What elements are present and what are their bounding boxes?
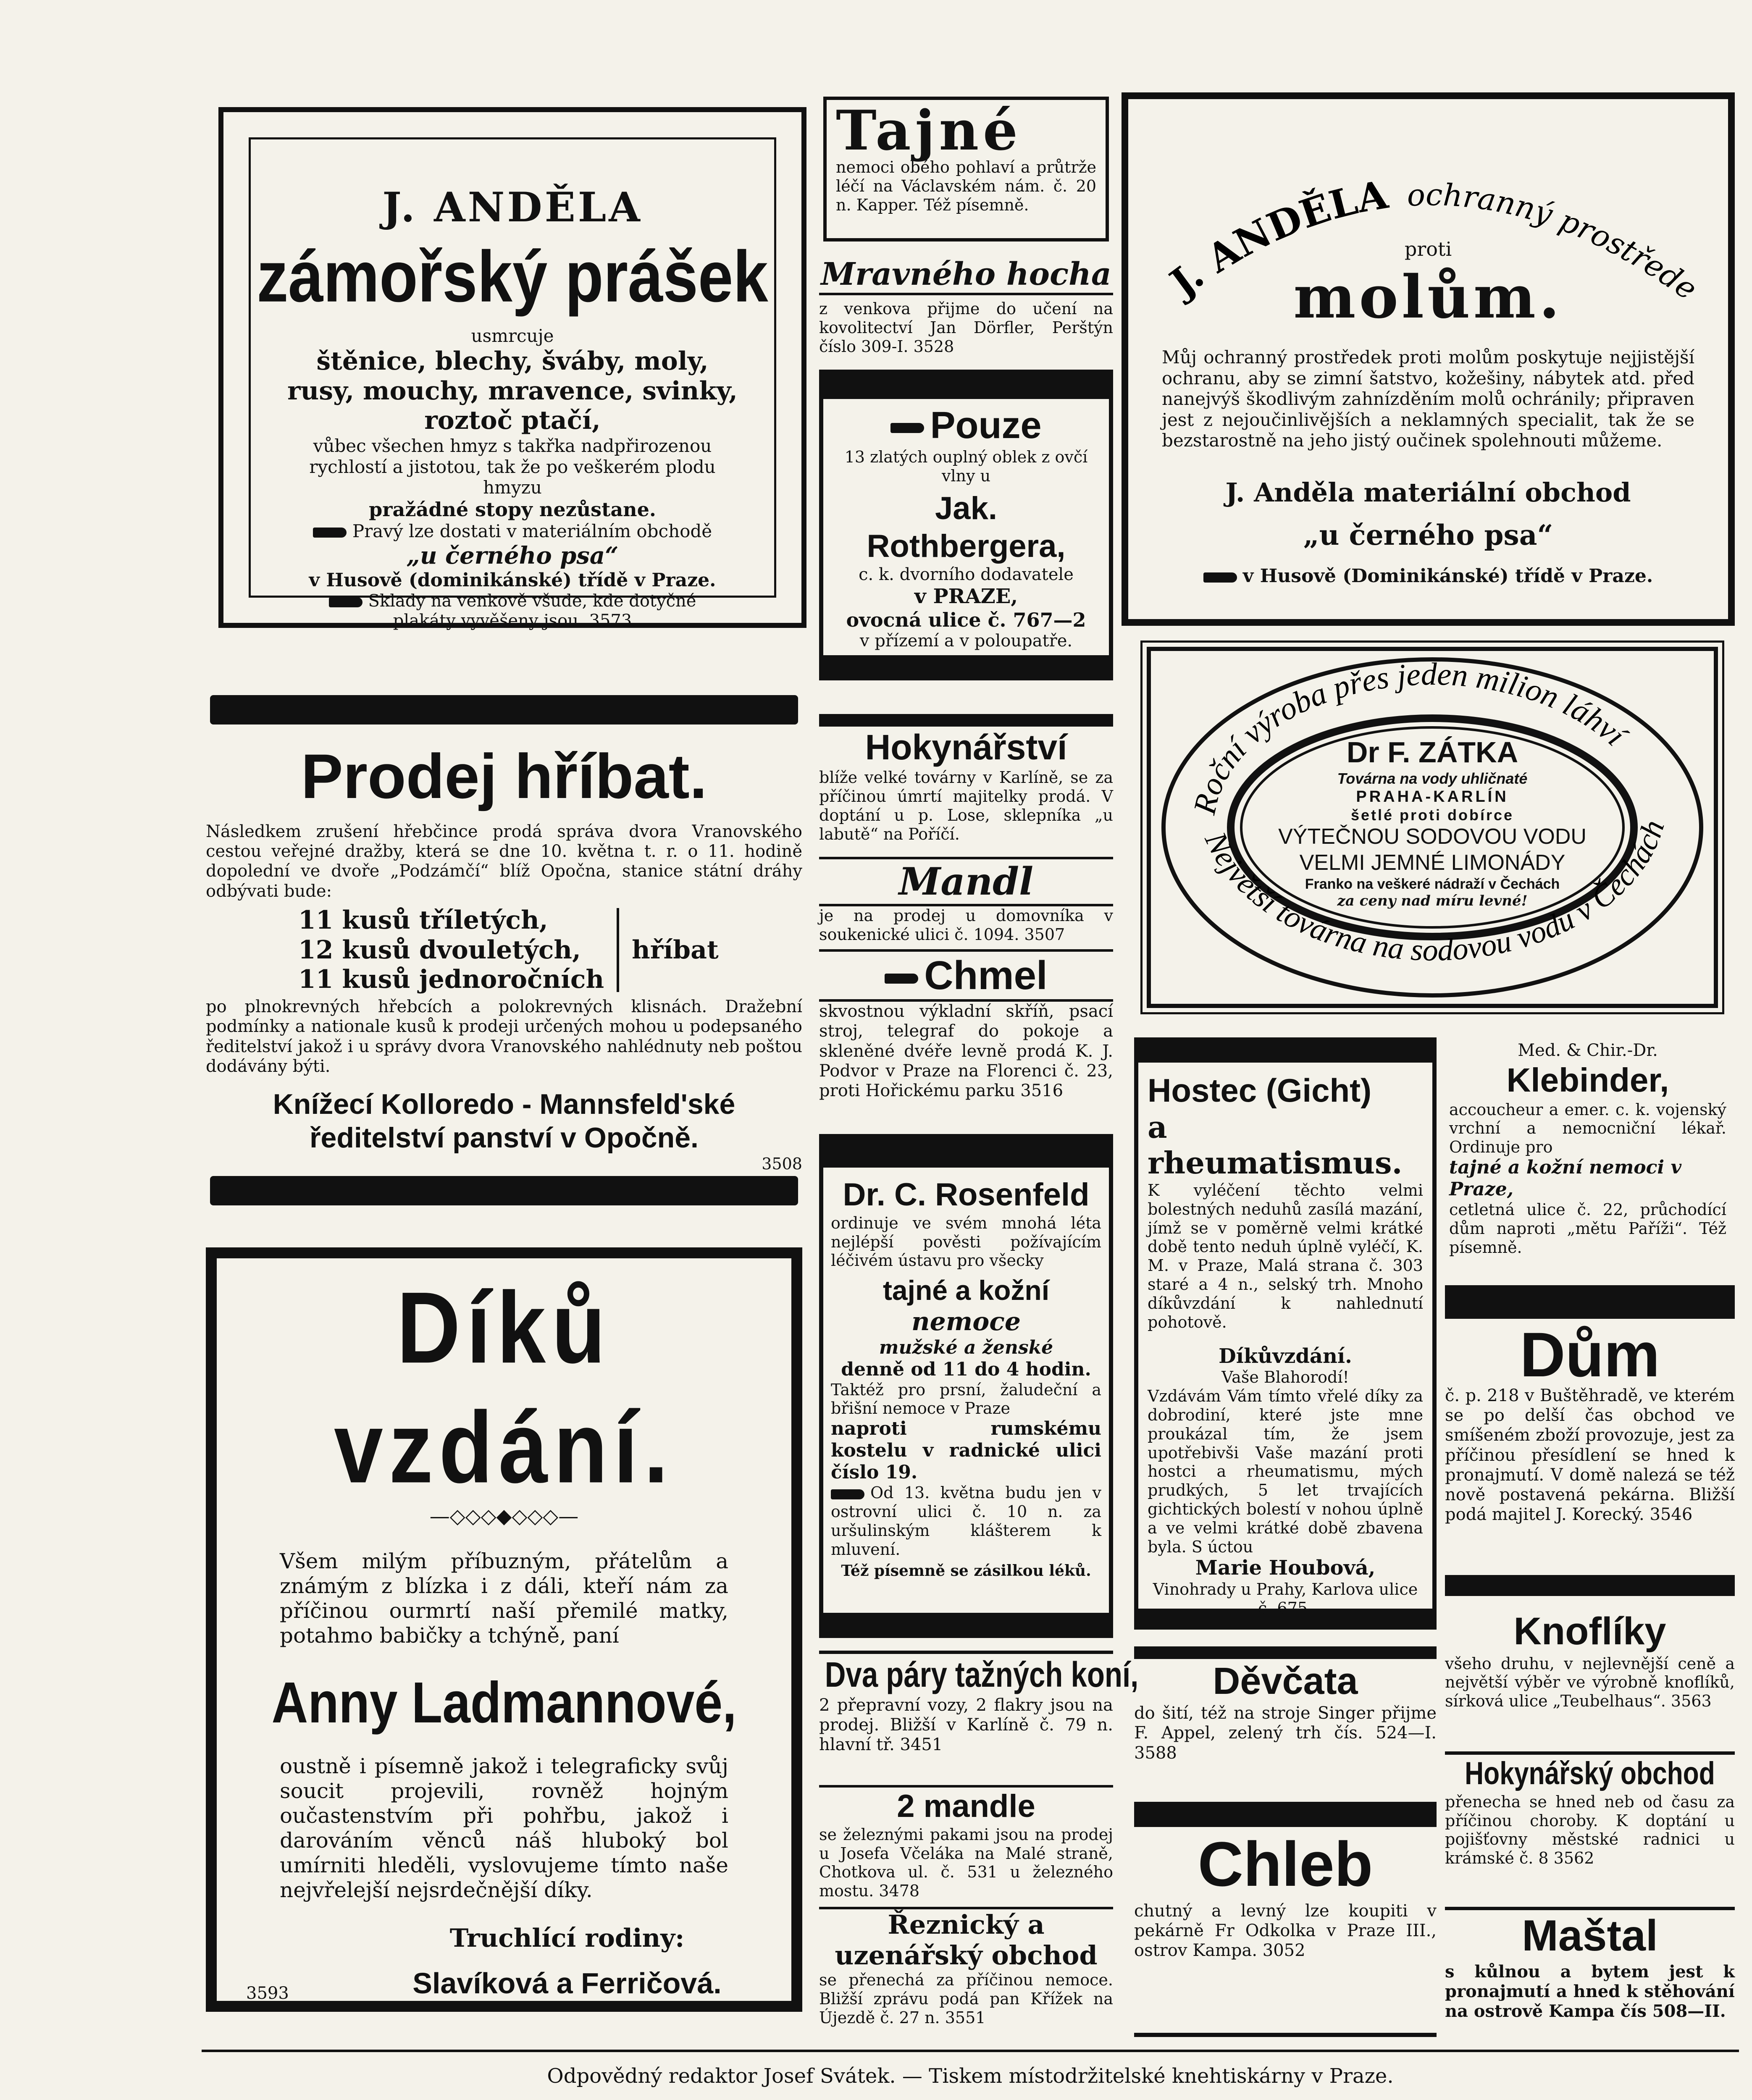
dva-pary-body: 2 přepravní vozy, 2 flakry jsou na prodej. Bližší v Karlíně č. 79 n. hlavní tř. 3451 <box>819 1696 1113 1755</box>
ad-hostec <box>1134 1037 1437 1630</box>
diku-p2: oustně i písemně jakož i telegraficky svůj soucit projevili, rovněž hojným oučastenstvím při pohřbu, jakož i darováním věnců náš hluboký bol umírniti hleděli, vyslovujeme tímto naše nejvřelejší nejsrdečnější díky. <box>280 1754 728 1902</box>
prasek-emph: pražádné stopy nezůstane. <box>369 498 656 521</box>
zatka-l1: Továrna na vody uhličnaté <box>1337 769 1528 787</box>
pouze-city: v PRAZE, <box>914 585 1018 609</box>
ad-devcata <box>1134 1646 1437 1789</box>
hostec-sal: Vaše Blahorodí! <box>1221 1368 1349 1387</box>
diku-sign1: Truchlící rodiny: <box>449 1923 685 1953</box>
ad-diku-vzdani <box>206 1247 802 2012</box>
moly-address: v Husově (Dominikánské) třídě v Praze. <box>1128 565 1728 587</box>
reznicky-title: Řeznický a uzenářský obchod <box>819 1907 1113 1971</box>
ad-tajne <box>823 97 1109 242</box>
hokynarsky-title: Hokynářský obchod <box>1465 1756 1715 1791</box>
pouze-name: Jak. Rothbergera, <box>867 490 1066 564</box>
klebinder-pre: Med. & Chir.-Dr. <box>1518 1041 1658 1060</box>
prodej-body: po plnokrevných hřebcích a polokrevných klisnách. Dražební podmínky a nationale kusů k prodeji určených mohou u podepsaného ředitelství jakož i u správy dvora Vranovského nahlédnuty neb poštou dodávány býti. <box>206 997 802 1076</box>
diku-title: Díků vzdání. <box>334 1270 674 1504</box>
moly-arc: ochranný prostřede <box>1406 177 1704 307</box>
divider-bar <box>210 1176 798 1205</box>
prasek-sub: usmrcuje <box>471 326 554 346</box>
pouze-body: 13 zlatých ouplný oblek z ovčí vlny u <box>844 448 1088 486</box>
pointing-hand-icon <box>1203 572 1237 583</box>
tajne-title: Tajné <box>836 98 1022 163</box>
diku-ornament: —◇◇◇◆◇◇◇— <box>429 1504 579 1528</box>
hostec-body: K vyléčení těchto velmi bolestných neduhů zasílá mazání, jímž se v poměrně velmi krátké době tento neduh úplně vyléčí, K. M. v Praze, Malá strana č. 303 staré a 4 n., selský trh. Mnoho díkůvzdání k nahlednutí pohotově. <box>1148 1181 1423 1331</box>
zatka-l2: PRAHA-KARLÍN <box>1356 788 1509 806</box>
chleb-body: chutný a levný lze koupiti v pekárně Fr Odkolka v Praze III., ostrov Kampa. 3052 <box>1134 1901 1437 1961</box>
zatka-l7: za ceny nad míru levné! <box>1337 892 1528 910</box>
pointing-hand-icon <box>885 974 918 984</box>
divider-bar <box>210 695 798 724</box>
devcata-body: do šití, též na stroje Singer přijme F. Appel, zelený trh čís. 524—I. 3588 <box>1134 1704 1437 1763</box>
diku-sign2: Slavíková a Ferričová. <box>412 1966 722 2000</box>
hostec-sign-addr: Vinohrady u Prahy, Karlova ulice č. 675. <box>1153 1580 1418 1617</box>
ad-reznicky <box>819 1907 1113 2041</box>
ad-andela-prasek <box>218 107 806 628</box>
prasek-title: zámořský prášek <box>257 236 768 317</box>
rosenfeld-body3: Od 13. května budu jen v ostrovní ulici č. 10 n. za uršulinským klášterem k mluvení. <box>831 1483 1101 1559</box>
dva-pary-title: Dva páry tažných koní, <box>825 1655 1139 1694</box>
ad-chleb <box>1134 1802 1437 2037</box>
ad-2-mandle <box>819 1785 1113 1911</box>
prasek-brand: J. ANDĚLA <box>382 184 643 231</box>
ad-dva-pary <box>819 1651 1139 1785</box>
mandle2-title: 2 mandle <box>819 1785 1113 1825</box>
diku-p1: Všem milým příbuzným, přátelům a známým z blízka i z dáli, kteří nám za příčinou ourmrtí naší přemilé matky, potahmo babičky a tchýně, paní <box>280 1549 728 1648</box>
chleb-title: Chleb <box>1198 1829 1373 1899</box>
reznicky-body: se přenechá za příčinou nemoce. Bližší zprávu podá pan Křížek na Újezdě č. 27 n. 3551 <box>819 1971 1113 2027</box>
moly-title: molům. <box>1293 263 1563 332</box>
zatka-l4: VÝTEČNOU SODOVOU VODU <box>1278 824 1587 849</box>
mandle2-body: se železnými pakami jsou na prodej u Josefa Včeláka na Malé straně, Chotkova ul. č. 531 u železného mostu. 3478 <box>819 1825 1113 1900</box>
ad-prodej-hribat <box>206 739 802 1173</box>
zatka-arc-top: Roční výroba přes jeden milion láhví <box>1187 656 1633 818</box>
ad-klebinder <box>1445 1037 1731 1273</box>
chmel-title: Chmel <box>819 949 1113 1002</box>
moly-brand: J. ANDĚLA <box>1162 172 1391 306</box>
pointing-hand-icon <box>831 1489 864 1499</box>
ad-knofliky <box>1445 1609 1735 1747</box>
hostec-title2: a rheumatismus. <box>1148 1109 1403 1181</box>
zatka-arc-bottom: Největší továrna na sodovou vodu v Čechách <box>1198 816 1671 968</box>
prodej-item: 12 kusů dvouletých, <box>298 935 581 965</box>
rosenfeld-name: Dr. C. Rosenfeld <box>843 1177 1090 1213</box>
ad-zatka <box>1147 647 1718 1008</box>
rosenfeld-body: ordinuje ve svém mnohá léta nejlépší pověsti požívajícím léčivém ústavu pro všecky <box>831 1213 1101 1270</box>
knofliky-title: Knoflíky <box>1513 1610 1666 1653</box>
pouze-street: ovocná ulice č. 767—2 <box>846 609 1086 631</box>
mandl-body: je na prodej u domovníka v soukenické ulici č. 1094. 3507 <box>819 906 1113 944</box>
rosenfeld-hours: denně od 11 do 4 hodin. <box>841 1358 1091 1380</box>
hostec-title1: Hostec (Gicht) <box>1148 1072 1372 1109</box>
rosenfeld-post: Též písemně se zásilkou léků. <box>841 1562 1091 1580</box>
prodej-intro: Následkem zrušení hřebčince prodá správa dvora Vranovského cestou veřejné dražby, která se dne 10. května t. r. o 11. hodině dopolední ve dvoře „Podzámčí“ blíž Opočna, stanice státní dráhy odbývati bude: <box>206 822 802 901</box>
pointing-hand-icon <box>890 423 924 433</box>
rosenfeld-t2: nemoce <box>911 1307 1021 1337</box>
prasek-body: vůbec všechen hmyz s takřka nadpřirozenou rychlostí a jistotou, tak že po veškerém plodu hmyzu <box>309 436 716 498</box>
zatka-l5: VELMI JEMNÉ LIMONÁDY <box>1299 850 1566 875</box>
page-footer-rule <box>202 2050 1739 2052</box>
moly-shop-name: J. Anděla materiální obchod <box>1225 477 1631 508</box>
prasek-pests: štěnice, blechy, šváby, moly, rusy, mouchy, mravence, svinky, roztoč ptačí, <box>287 346 738 436</box>
moly-proti: proti <box>1404 238 1452 260</box>
zatka-l6: Franko na veškeré nádraží v Čechách <box>1305 876 1560 892</box>
ad-mravneho <box>819 256 1113 365</box>
dum-title: Dům <box>1520 1319 1660 1390</box>
prasek-stores: Sklady na venkově všude, kde dotyčné plakáty vyvěšeny jsou. 3573 <box>249 591 776 631</box>
ad-pouze <box>819 370 1113 680</box>
hostec-body2: Vzdávám Vám tímto vřelé díky za dobrodiní, které jste mne proukázal tím, že jsem upotřebivši Vaše mazání proti hostci a rheumatismu, mých prudkých, 5 let trvajících gichtických bolestí v nohou úplně a ve velmi krátké době zbavena byla. S úctou <box>1148 1387 1423 1556</box>
ad-dum <box>1445 1285 1735 1596</box>
prodej-items-tail: hříbat <box>632 935 719 965</box>
hostec-sign: Marie Houbová, <box>1195 1556 1376 1580</box>
hokynarstvi-body: blíže velké továrny v Karlíně, se za příčinou úmrtí majitelky prodá. V doptání u p. Lose, sklepníka „u labutě“ na Poříčí. <box>819 768 1113 843</box>
pointing-hand-icon <box>329 597 362 607</box>
zatka-l3: šetlé proti dobírce <box>1350 806 1514 824</box>
devcata-title: Děvčata <box>1213 1660 1358 1702</box>
hokynarstvi-title: Hokynářství <box>865 727 1067 767</box>
chmel-body: skvostnou výkladní skříň, psací stroj, telegraf do pokoje a skleněné dvéře levně prodá K. J. Podvor v Praze na Florenci č. 23, proti Hořickému parku 3516 <box>819 1002 1113 1101</box>
prodej-item: 11 kusů tříletých, <box>298 905 548 935</box>
knofliky-body: všeho druhu, v nejlevnější ceně a největší výběr ve výrobně knoflíků, sírková ulice „Teubelhaus“. 3563 <box>1445 1654 1735 1711</box>
prasek-shop: „u černého psa“ <box>406 541 619 570</box>
mravneho-body: z venkova přijme do učení na kovolitectví Jan Dörfler, Perštýn číslo 309-I. 3528 <box>819 299 1113 356</box>
mandl-title: Mandl <box>819 857 1113 906</box>
prasek-avail: Pravý lze dostati v materiálním obchodě <box>249 521 776 542</box>
prodej-num: 3508 <box>762 1155 802 1173</box>
rosenfeld-addr: naproti rumskému kostelu v radnické ulici číslo 19. <box>831 1418 1101 1483</box>
ad-hokynarstvi <box>819 714 1113 853</box>
pouze-body2: c. k. dvorního dodavatele <box>859 565 1074 585</box>
rosenfeld-t1: tajné a kožní <box>883 1275 1050 1306</box>
ad-mandl <box>819 857 1113 958</box>
ad-hokynarsky-obchod <box>1445 1751 1735 1903</box>
hostec-thanks: Díkůvzdání. <box>1219 1344 1352 1368</box>
mastal-title: Maštal <box>1522 1911 1658 1960</box>
klebinder-body2: cetletná ulice č. 22, průchodící dům naproti „mětu Paříži“. Též písemně. <box>1449 1200 1726 1257</box>
pouze-floor: v přízemí a v poloupatře. <box>859 631 1073 651</box>
zatka-name: Dr F. ZÁTKA <box>1346 736 1518 769</box>
diku-name: Anny Ladmannové, <box>271 1670 737 1735</box>
rosenfeld-body2: Taktéž pro prsní, žaludeční a břišní nemoce v Praze <box>831 1380 1101 1418</box>
prodej-title: Prodej hříbat. <box>301 741 707 811</box>
ad-mastal <box>1445 1907 1735 2041</box>
page-footer: Odpovědný redaktor Josef Svátek. — Tiskem místodržitelské knehtiskárny v Praze. <box>547 2064 1394 2088</box>
diku-num: 3593 <box>246 1984 289 2003</box>
prodej-signature: Knížecí Kolloredo - Mannsfeld'ské ředitelství panství v Opočně. <box>273 1088 735 1154</box>
moly-shop: „u černého psa“ <box>1303 519 1553 551</box>
ad-rosenfeld <box>819 1134 1113 1638</box>
klebinder-name: Klebinder, <box>1506 1061 1669 1099</box>
mastal-body: s kůlnou a bytem jest k pronajmutí a hned k stěhování na ostrově Kampa čís 508—II. <box>1445 1961 1735 2021</box>
ad-andela-moly <box>1122 92 1735 626</box>
tajne-body: nemoci obého pohlaví a průtrže léčí na Václavském nám. č. 20 n. Kapper. Též písemně. <box>836 158 1096 214</box>
hokynarsky-body: přenecha se hned neb od času za příčinou choroby. K doptání u pojišťovny městské radnici u krámské č. 8 3562 <box>1445 1792 1735 1868</box>
ad-chmel <box>819 949 1113 1134</box>
rosenfeld-t3: mužské a ženské <box>879 1336 1053 1358</box>
mravneho-title: Mravného hocha <box>819 256 1113 295</box>
moly-body: Můj ochranný prostředek proti molům poskytuje nejjistější ochranu, aby se zimní šatstvo, kožešiny, nábytek atd. před nanejvýš škodlivým zahnízděním molů ochránily; připraven jest z nejoučinlivějších a neklamných specialit, tak že se bezstarostně na jeho jistý oučinek spolehnouti můžeme. <box>1162 347 1694 451</box>
klebinder-emph: tajné a kožní nemoci v Praze, <box>1449 1157 1682 1200</box>
dum-body: č. p. 218 v Buštěhradě, ve kterém se po delší čas obchod ve smíšeném zboží provozuje, jest za příčinou přesídlení se hned k pronajmutí. V domě nalezá se též nově postavená pekárna. Bližší podá majitel J. Korecký. 3546 <box>1445 1386 1735 1525</box>
pouze-title: Pouze <box>832 403 1101 448</box>
prodej-item: 11 kusů jednoročních <box>298 965 604 995</box>
prasek-address: v Husově (dominikánské) třídě v Praze. <box>309 569 716 591</box>
klebinder-body: accoucheur a emer. c. k. vojenský vrchní a nemocniční lékař. Ordinuje pro <box>1449 1100 1726 1157</box>
